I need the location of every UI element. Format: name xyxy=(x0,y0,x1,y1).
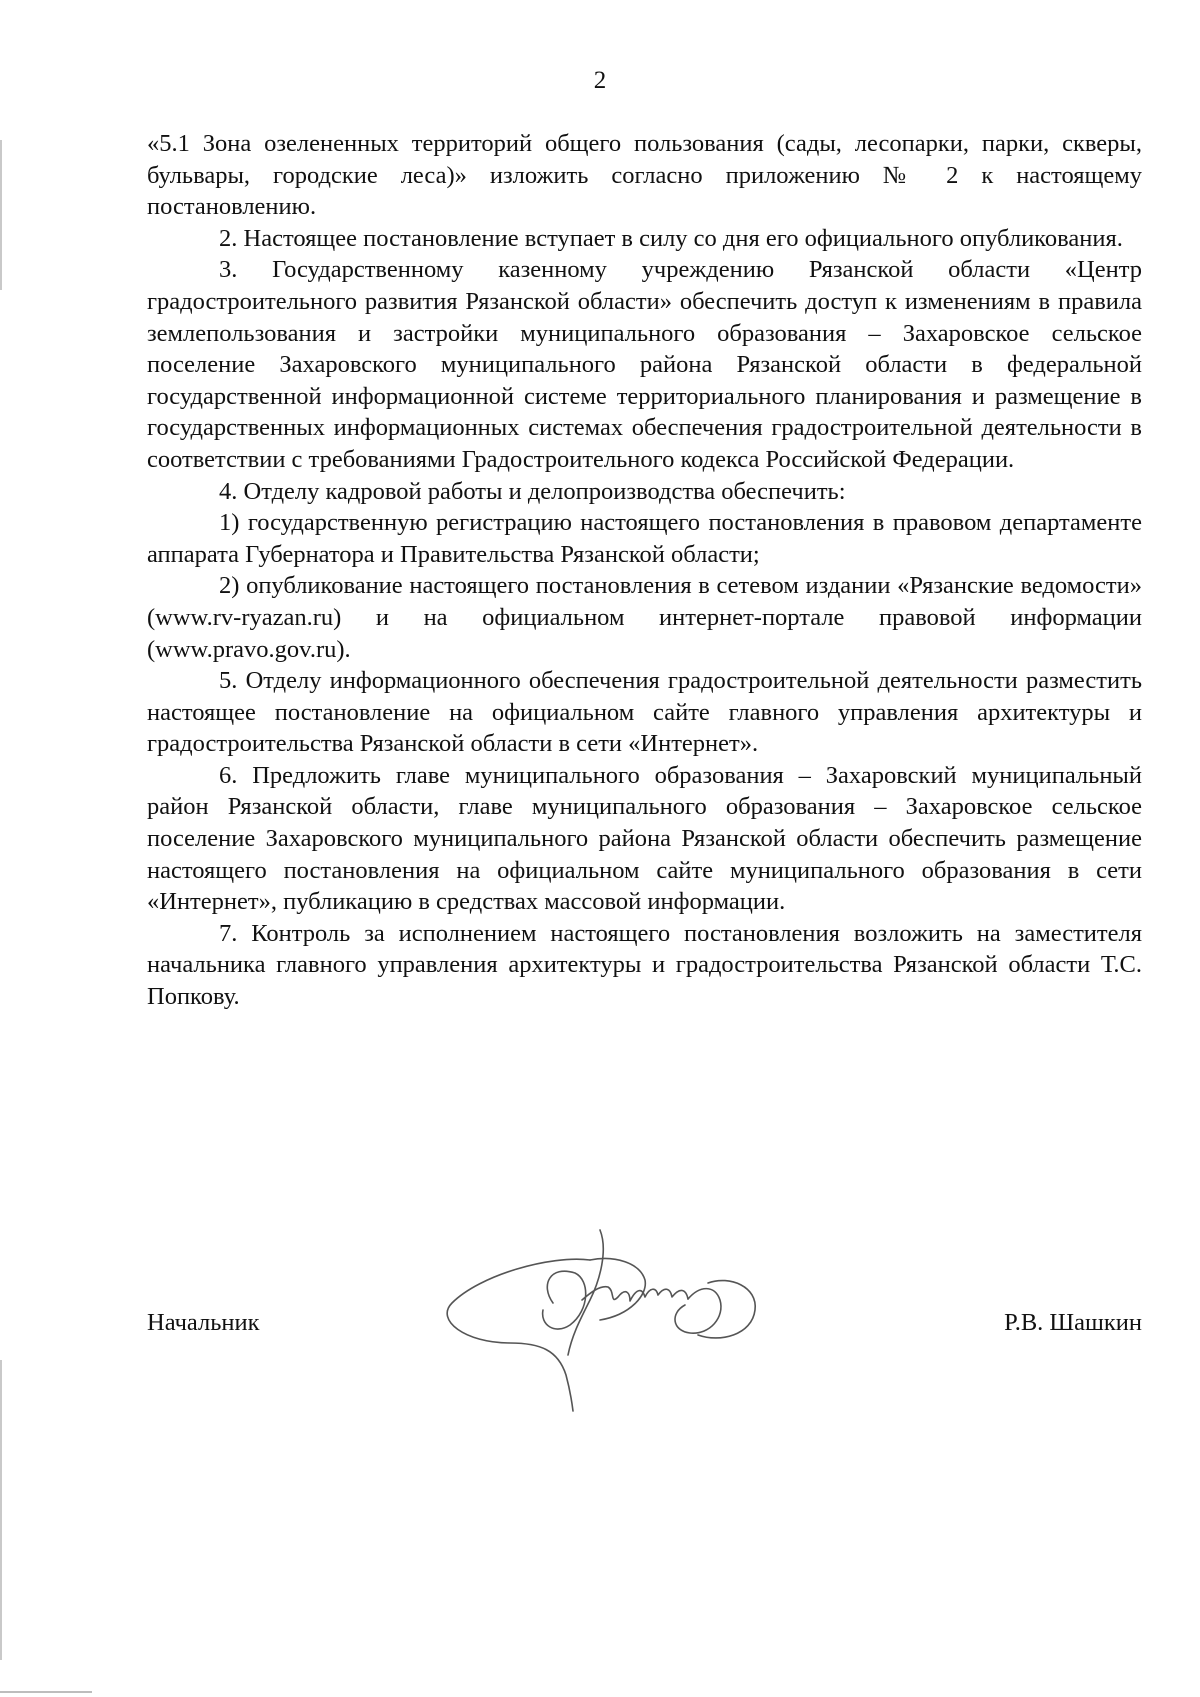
paragraph-item-2: 2. Настоящее постановление вступает в силу со дня его официального опубликования. xyxy=(219,224,1123,252)
page-number: 2 xyxy=(593,67,607,94)
signature-block xyxy=(147,1307,1142,1341)
paragraph-subitem-2: 2) опубликование настоящего постановления в сетевом издании «Рязанские ведомости» (www.rv-ryazan.ru) и на официальном интернет-портале правовой информации (www.pravo.gov.ru). xyxy=(147,572,1142,663)
paragraph-item-6: 6. Предложить главе муниципального образования – Захаровский муниципальный район Рязанской области, главе муниципального образования – Захаровское сельское поселение Захаровского муниципального района Рязанской области обеспечить размещение настоящего постановления на официальном сайте муниципального образования в сети «Интернет», публикацию в средствах массовой информации. xyxy=(147,761,1142,916)
scan-edge-mark xyxy=(0,1360,2,1660)
paragraph-item-7: 7. Контроль за исполнением настоящего постановления возложить на заместителя начальника главного управления архитектуры и градостроительства Рязанской области Т.С. Попкову. xyxy=(147,919,1142,1011)
paragraph-item-4: 4. Отделу кадровой работы и делопроизводства обеспечить: xyxy=(219,477,846,505)
paragraph-item-3: 3. Государственному казенному учреждению Рязанской области «Центр градостроительного развития Рязанской области» обеспечить доступ к изменениям в правила землепользования и застройки муниципального образования – Захаровское сельское поселение Захаровского муниципального района Рязанской области в федеральной государственной информационной системе территориального планирования и размещение в государственных информационных системах обеспечения градостроительной деятельности в соответствии с требованиями Градостроительного кодекса Российской Федерации. xyxy=(147,256,1142,473)
document-body xyxy=(147,128,1142,1013)
scan-bottom-mark xyxy=(0,1691,92,1693)
scan-edge-mark xyxy=(0,140,2,290)
paragraph-item-5: 5. Отделу информационного обеспечения градостроительной деятельности разместить настоящее постановление на официальном сайте главного управления архитектуры и градостроительства Рязанской области в сети «Интернет». xyxy=(147,667,1142,758)
signatory-name: Р.В. Шашкин xyxy=(1004,1309,1142,1336)
signatory-position: Начальник xyxy=(147,1309,260,1336)
paragraph-subitem-1: 1) государственную регистрацию настоящего постановления в правовом департаменте аппарата Губернатора и Правительства Рязанской области; xyxy=(147,509,1142,568)
paragraph-continuation: «5.1 Зона озелененных территорий общего пользования (сады, лесопарки, парки, скверы, бульвары, городские леса)» изложить согласно приложению № 2 к настоящему постановлению. xyxy=(147,130,1142,221)
